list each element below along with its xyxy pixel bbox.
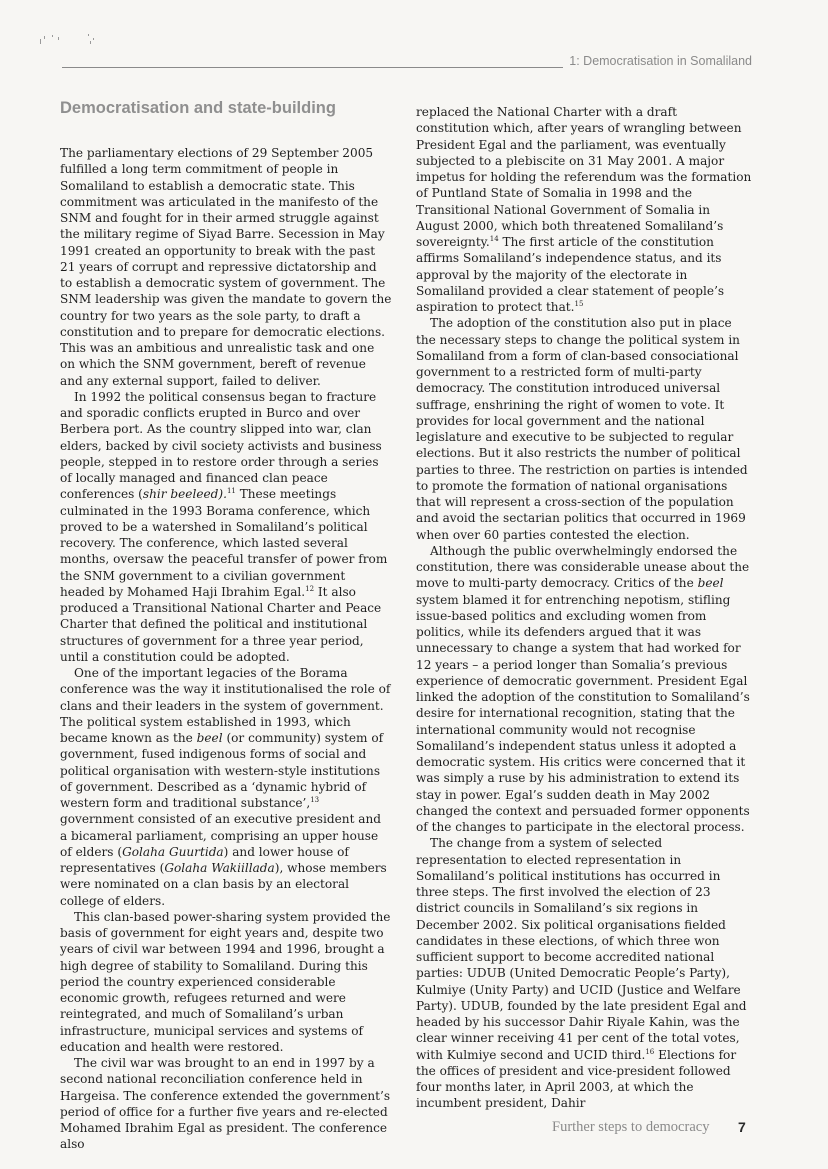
- right-column: [416, 104, 752, 1112]
- paragraph: One of the important legacies of the Borama conference was the way it institutionalised the role of clans and their leaders in the system of government. The political system established in 1993, which became known as the beel (or community) system of government, fused indigenous forms of social and political organisation with western-style institutions of government. Described as a ‘dynamic hybrid of western form and traditional substance’,$^{13}$ government consisted of an executive president and a bicameral parliament, comprising an upper house of elders (Golaha Guurtida) and lower house of representatives (Golaha Wakiillada), whose members were nominated on a clan basis by an electoral college of elders.: [60, 666, 391, 908]
- scan-artifact-marks: [38, 33, 98, 49]
- left-column: [60, 98, 392, 1153]
- paragraph: In 1992 the political consensus began to fracture and sporadic conflicts erupted in Burco and over Berbera port. As the country slipped into war, clan elders, backed by civil society activists and business people, stepped in to restore order through a series of locally managed and financed clan peace conferences (shir beeleed).$^{11}$ These meetings culminated in the 1993 Borama conference, which proved to be a watershed in Somaliland’s political recovery. The conference, which lasted several months, oversaw the peaceful transfer of power from the SNM government to a civilian government headed by Mohamed Haji Ibrahim Egal.$^{12}$ It also produced a Transitional National Charter and Peace Charter that defined the political and institutional structures of government for a three year period, until a constitution could be adopted.: [60, 389, 388, 664]
- footnote-ref: 15: [574, 299, 584, 308]
- paragraph: replaced the National Charter with a draft constitution which, after years of wrangling between President Egal and the parliament, was eventually subjected to a plebiscite on 31 May 2001. A major impetus for holding the referendum was the formation of Puntland State of Somalia in 1998 and the Transitional National Government of Somalia in August 2000, which both threatened Somaliland’s sovereignty.$^{14}$ The first article of the constitution affirms Somaliland’s independence status, and its approval by the majority of the electorate in Somaliland provided a clear statement of people’s aspiration to protect that.$^{15}$: [416, 105, 752, 314]
- page-number: 7: [738, 1119, 746, 1135]
- footer-book-title: Further steps to democracy: [552, 1119, 710, 1135]
- paragraph: The parliamentary elections of 29 September 2005 fulfilled a long term commitment of people in Somaliland to establish a democratic state. This commitment was articulated in the manifesto of the SNM and fought for in their armed struggle against the military regime of Siyad Barre. Secession in May 1991 created an opportunity to break with the past 21 years of corrupt and repressive dictatorship and to establish a democratic system of government. The SNM leadership was given the mandate to govern the country for two years as the sole party, to draft a constitution and to prepare for democratic elections. This was an ambitious and unrealistic task and one on which the SNM government, bereft of revenue and any external support, failed to deliver.: [60, 146, 392, 388]
- footnote-ref: 11: [226, 487, 236, 496]
- footnote-ref: 14: [489, 234, 499, 243]
- paragraph: The change from a system of selected representation to elected representation in Somaliland’s political institutions has occurred in three steps. The first involved the election of 23 district councils in Somaliland’s six regions in December 2002. Six political organisations fielded candidates in these elections, of which three won sufficient support to become accredited national parties: UDUB (United Democratic People’s Party), Kulmiye (Unity Party) and UCID (Justice and Welfare Party). UDUB, founded by the late president Egal and headed by his successor Dahir Riyale Kahin, was the clear winner receiving 41 per cent of the total votes, with Kulmiye second and UCID third.$^{16}$ Elections for the offices of president and vice-president followed four months later, in April 2003, at which the incumbent president, Dahir: [416, 836, 747, 1111]
- footnote-ref: 16: [645, 1047, 655, 1056]
- footnote-ref: 12: [305, 584, 315, 593]
- running-head: 1: Democratisation in Somaliland: [563, 54, 752, 68]
- paragraph: Although the public overwhelmingly endorsed the constitution, there was considerable unease about the move to multi-party democracy. Critics of the beel system blamed it for entrenching nepotism, stifling issue-based politics and excluding women from politics, while its defenders argued that it was unnecessary to change a system that had worked for 12 years – a period longer than Somalia’s previous experience of democratic government. President Egal linked the adoption of the constitution to Somaliland’s desire for international recognition, stating that the international community would not recognise Somaliland’s independent status unless it adopted a democratic system. His critics were concerned that it was simply a ruse by his administration to extend its stay in power. Egal’s sudden death in May 2002 changed the context and persuaded former opponents of the changes to participate in the electoral process.: [416, 543, 750, 834]
- paragraph: The civil war was brought to an end in 1997 by a second national reconciliation conference held in Hargeisa. The conference extended the government’s period of office for a further five years and re-elected Mohamed Ibrahim Egal as president. The conference also: [60, 1056, 391, 1152]
- paragraph: The adoption of the constitution also put in place the necessary steps to change the political system in Somaliland from a form of clan-based consociational government to a restricted form of multi-party democracy. The constitution introduced universal suffrage, enshrining the right of women to vote. It provides for local government and the national legislature and executive to be subjected to regular elections. But it also restricts the number of political parties to three. The restriction on parties is intended to promote the formation of national organisations that will represent a cross-section of the population and avoid the sectarian politics that occurred in 1969 when over 60 parties contested the election.: [416, 316, 748, 542]
- paragraph: This clan-based power-sharing system provided the basis of government for eight years and, despite two years of civil war between 1994 and 1996, brought a high degree of stability to Somaliland. During this period the country experienced considerable economic growth, refugees returned and were reintegrated, and much of Somaliland’s urban infrastructure, municipal services and systems of education and health were restored.: [60, 909, 391, 1054]
- section-title: Democratisation and state-building: [60, 99, 336, 117]
- footnote-ref: 13: [310, 795, 320, 804]
